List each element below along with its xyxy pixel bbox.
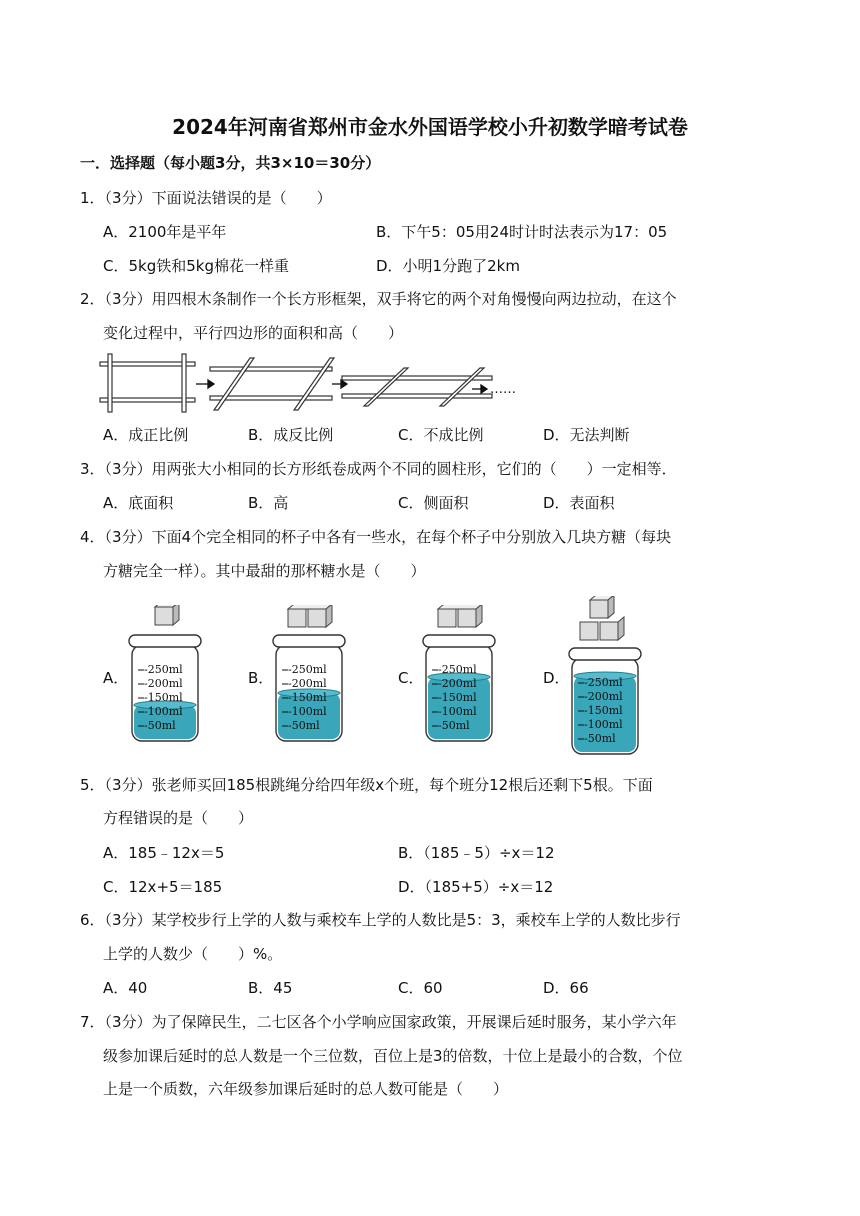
- svg-text:-50ml: -50ml: [144, 719, 176, 732]
- svg-text:-150ml: -150ml: [584, 704, 623, 717]
- q4-option-a-label: A．: [103, 669, 129, 687]
- svg-text:-100ml: -100ml: [288, 705, 327, 718]
- svg-text:-100ml: -100ml: [584, 718, 623, 731]
- question-5-stem-line2: 方程错误的是（ ）: [103, 809, 254, 827]
- continuation-dots: ……: [490, 382, 516, 397]
- svg-text:-200ml: -200ml: [144, 677, 183, 690]
- q6-option-a: A．40: [103, 979, 148, 997]
- svg-text:-100ml: -100ml: [438, 705, 477, 718]
- svg-text:-200ml: -200ml: [288, 677, 327, 690]
- q2-option-b: B．成反比例: [248, 426, 334, 444]
- q6-option-b: B．45: [248, 979, 293, 997]
- q1-option-a: A．2100年是平年: [103, 223, 227, 241]
- jar-b-figure: [270, 605, 350, 745]
- svg-text:-150ml: -150ml: [288, 691, 327, 704]
- svg-text:-150ml: -150ml: [438, 691, 477, 704]
- q1-option-b: B．下午5：05用24时计时法表示为17：05: [376, 223, 668, 241]
- question-1-stem: 1．（3分）下面说法错误的是（ ）: [80, 189, 332, 207]
- q4-option-c-label: C．: [398, 669, 424, 687]
- question-2-stem-line2: 变化过程中，平行四边形的面积和高（ ）: [103, 324, 404, 342]
- q6-option-c: C．60: [398, 979, 443, 997]
- q3-option-d: D．表面积: [543, 494, 615, 512]
- q3-option-b: B．高: [248, 494, 289, 512]
- svg-text:-250ml: -250ml: [584, 676, 623, 689]
- q4-option-d-label: D．: [543, 669, 570, 687]
- question-7-stem-line1: 7．（3分）为了保障民生，二七区各个小学响应国家政策，开展课后延时服务，某小学六年: [80, 1013, 677, 1031]
- question-5-stem-line1: 5．（3分）张老师买回185根跳绳分给四年级x个班，每个班分12根后还剩下5根。下面: [80, 776, 653, 794]
- q5-option-c: C．12x+5＝185: [103, 878, 223, 896]
- svg-text:-100ml: -100ml: [144, 705, 183, 718]
- q6-option-d: D．66: [543, 979, 589, 997]
- svg-text:-150ml: -150ml: [144, 691, 183, 704]
- svg-text:-200ml: -200ml: [584, 690, 623, 703]
- svg-text:-50ml: -50ml: [438, 719, 470, 732]
- q2-option-a: A．成正比例: [103, 426, 189, 444]
- q5-option-b: B．（185﹣5）÷x＝12: [398, 844, 555, 862]
- question-6-stem-line2: 上学的人数少（ ）%。: [103, 945, 283, 963]
- jar-c-figure: [420, 605, 500, 745]
- question-4-stem-line2: 方糖完全一样）。其中最甜的那杯糖水是（ ）: [103, 562, 426, 580]
- q5-option-a: A．185﹣12x＝5: [103, 844, 225, 862]
- q4-option-b-label: B．: [248, 669, 274, 687]
- question-3-stem: 3．（3分）用两张大小相同的长方形纸卷成两个不同的圆柱形，它们的（ ）一定相等．: [80, 460, 677, 478]
- svg-text:-250ml: -250ml: [438, 663, 477, 676]
- question-2-stem-line1: 2．（3分）用四根木条制作一个长方形框架，双手将它的两个对角慢慢向两边拉动，在这个: [80, 290, 677, 308]
- q3-option-a: A．底面积: [103, 494, 174, 512]
- q1-option-d: D．小明1分跑了2km: [376, 257, 520, 275]
- frame-deformation-figure: [98, 352, 538, 418]
- question-4-stem-line1: 4．（3分）下面4个完全相同的杯子中各有一些水，在每个杯子中分别放入几块方糖（每块: [80, 528, 672, 546]
- svg-text:-50ml: -50ml: [584, 732, 616, 745]
- jar-d-figure: [566, 596, 646, 758]
- svg-text:-250ml: -250ml: [288, 663, 327, 676]
- q3-option-c: C．侧面积: [398, 494, 469, 512]
- svg-text:-200ml: -200ml: [438, 677, 477, 690]
- jar-a-figure: [126, 605, 206, 745]
- q2-option-c: C．不成比例: [398, 426, 484, 444]
- q2-option-d: D．无法判断: [543, 426, 630, 444]
- question-7-stem-line3: 上是一个质数，六年级参加课后延时的总人数可能是（ ）: [103, 1080, 509, 1098]
- question-7-stem-line2: 级参加课后延时的总人数是一个三位数，百位上是3的倍数，十位上是最小的合数，个位: [103, 1047, 683, 1065]
- svg-text:-250ml: -250ml: [144, 663, 183, 676]
- svg-text:-50ml: -50ml: [288, 719, 320, 732]
- section-heading: 一．选择题（每小题3分，共3×10＝30分）: [80, 154, 381, 172]
- page-title: 2024年河南省郑州市金水外国语学校小升初数学暗考试卷: [172, 115, 688, 139]
- question-6-stem-line1: 6．（3分）某学校步行上学的人数与乘校车上学的人数比是5：3，乘校车上学的人数比步行: [80, 911, 681, 929]
- q1-option-c: C．5kg铁和5kg棉花一样重: [103, 257, 289, 275]
- q5-option-d: D．（185+5）÷x＝12: [398, 878, 554, 896]
